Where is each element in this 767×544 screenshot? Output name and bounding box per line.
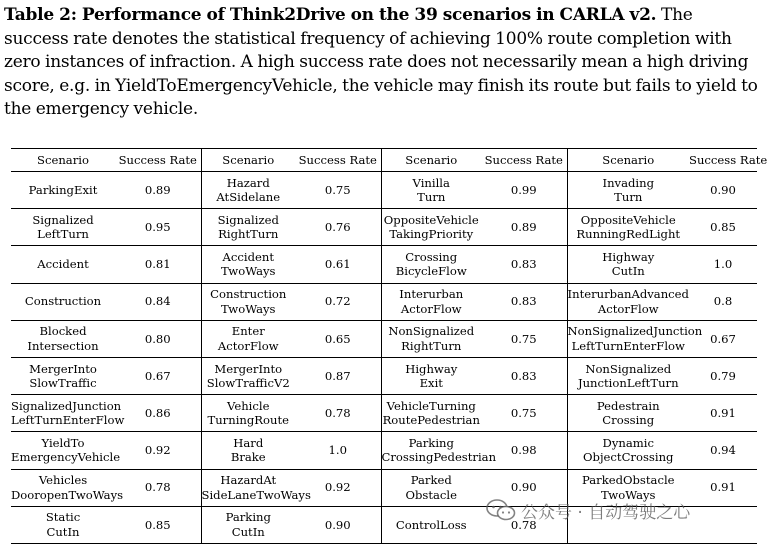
success-rate-cell: 0.75	[481, 320, 567, 357]
success-rate-cell: 0.85	[689, 209, 757, 246]
success-rate-cell: 0.87	[295, 357, 381, 394]
success-rate-cell: 0.91	[689, 469, 757, 506]
caption-text: The success rate denotes the statistical frequency of achieving 100% route completion with zero instances of infraction. A high success rate does not necessarily mean a high driving score, e.g. in YieldToEmergencyVehicle, the vehicle may finish its route but fails to yield to the emergency vehicle.	[4, 5, 758, 119]
success-rate-cell: 0.67	[689, 320, 757, 357]
scenario-cell: SignalizedJunction LeftTurnEnterFlow	[11, 395, 115, 432]
scenario-cell: VehicleTurning RoutePedestrian	[381, 395, 481, 432]
header-scenario-1: Scenario	[11, 149, 115, 172]
table-row	[11, 357, 757, 394]
table-row	[11, 320, 757, 357]
scenario-cell: Hard Brake	[201, 432, 295, 469]
success-rate-cell: 0.84	[115, 283, 201, 320]
scenario-cell: Enter ActorFlow	[201, 320, 295, 357]
scenario-cell: Invading Turn	[567, 172, 689, 209]
success-rate-cell: 0.61	[295, 246, 381, 283]
scenario-cell: MergerInto SlowTraffic	[11, 357, 115, 394]
scenario-cell: OppositeVehicle RunningRedLight	[567, 209, 689, 246]
table-row	[11, 283, 757, 320]
scenario-cell: Accident	[11, 246, 115, 283]
table-row	[11, 209, 757, 246]
success-rate-cell: 0.95	[115, 209, 201, 246]
header-success-rate-1: Success Rate	[115, 149, 201, 172]
scenario-cell: Crossing BicycleFlow	[381, 246, 481, 283]
scenario-cell: InterurbanAdvanced ActorFlow	[567, 283, 689, 320]
success-rate-cell: 0.65	[295, 320, 381, 357]
success-rate-cell: 0.81	[115, 246, 201, 283]
success-rate-cell: 0.94	[689, 432, 757, 469]
header-scenario-2: Scenario	[201, 149, 295, 172]
scenario-cell: Parked Obstacle	[381, 469, 481, 506]
watermark	[486, 496, 690, 524]
table-body	[11, 172, 757, 544]
scenario-cell: Vehicle TurningRoute	[201, 395, 295, 432]
scenario-cell: Highway CutIn	[567, 246, 689, 283]
table-row	[11, 432, 757, 469]
success-rate-cell: 0.78	[295, 395, 381, 432]
success-rate-cell: 0.76	[295, 209, 381, 246]
scenario-cell: Blocked Intersection	[11, 320, 115, 357]
header-scenario-4: Scenario	[567, 149, 689, 172]
scenario-cell: Highway Exit	[381, 357, 481, 394]
scenario-cell: Construction TwoWays	[201, 283, 295, 320]
header-success-rate-2: Success Rate	[295, 149, 381, 172]
success-rate-cell	[689, 506, 757, 543]
success-rate-cell: 0.89	[115, 172, 201, 209]
scenario-cell: ParkedObstacle TwoWays	[567, 469, 689, 506]
success-rate-cell: 0.92	[115, 432, 201, 469]
header-scenario-3: Scenario	[381, 149, 481, 172]
scenario-cell: Vinilla Turn	[381, 172, 481, 209]
success-rate-cell: 0.78	[115, 469, 201, 506]
table-row	[11, 395, 757, 432]
success-rate-cell: 0.75	[295, 172, 381, 209]
success-rate-cell: 0.85	[115, 506, 201, 543]
scenario-cell: Vehicles DooropenTwoWays	[11, 469, 115, 506]
scenario-cell: Static CutIn	[11, 506, 115, 543]
success-rate-cell: 0.92	[295, 469, 381, 506]
scenario-cell: OppositeVehicle TakingPriority	[381, 209, 481, 246]
scenario-cell: ControlLoss	[381, 506, 481, 543]
scenario-cell: Dynamic ObjectCrossing	[567, 432, 689, 469]
success-rate-cell: 1.0	[689, 246, 757, 283]
scenario-cell: Signalized RightTurn	[201, 209, 295, 246]
table-row	[11, 246, 757, 283]
success-rate-cell: 0.78	[481, 506, 567, 543]
success-rate-cell: 0.98	[481, 432, 567, 469]
success-rate-cell: 0.86	[115, 395, 201, 432]
scenario-cell: Hazard AtSidelane	[201, 172, 295, 209]
success-rate-cell: 1.0	[295, 432, 381, 469]
scenario-cell: NonSignalizedJunction LeftTurnEnterFlow	[567, 320, 689, 357]
success-rate-cell: 0.67	[115, 357, 201, 394]
scenario-cell: MergerInto SlowTrafficV2	[201, 357, 295, 394]
success-rate-cell: 0.91	[689, 395, 757, 432]
success-rate-cell: 0.90	[689, 172, 757, 209]
scenario-cell: HazardAt SideLaneTwoWays	[201, 469, 295, 506]
success-rate-cell: 0.83	[481, 246, 567, 283]
scenario-cell: Parking CutIn	[201, 506, 295, 543]
scenario-cell: Parking CrossingPedestrian	[381, 432, 481, 469]
scenario-cell: Pedestrain Crossing	[567, 395, 689, 432]
scenario-cell: NonSignalized JunctionLeftTurn	[567, 357, 689, 394]
header-success-rate-3: Success Rate	[481, 149, 567, 172]
scenario-cell: NonSignalized RightTurn	[381, 320, 481, 357]
header-success-rate-4: Success Rate	[689, 149, 757, 172]
table-caption	[4, 4, 760, 122]
caption-label: Table 2: Performance of Think2Drive on the 39 scenarios in CARLA v2.	[4, 5, 657, 25]
scenario-cell: Accident TwoWays	[201, 246, 295, 283]
header-row	[11, 149, 757, 172]
results-table	[11, 148, 767, 544]
scenario-cell: YieldTo EmergencyVehicle	[11, 432, 115, 469]
success-rate-cell: 0.79	[689, 357, 757, 394]
success-rate-cell: 0.83	[481, 283, 567, 320]
watermark-text: 公众号 · 自动驾驶之心	[521, 502, 691, 523]
wechat-icon	[486, 498, 516, 522]
success-rate-cell: 0.90	[481, 469, 567, 506]
scenario-cell: Interurban ActorFlow	[381, 283, 481, 320]
success-rate-cell: 0.72	[295, 283, 381, 320]
success-rate-cell: 0.99	[481, 172, 567, 209]
success-rate-cell: 0.90	[295, 506, 381, 543]
table-row	[11, 172, 757, 209]
scenario-cell: Signalized LeftTurn	[11, 209, 115, 246]
success-rate-cell: 0.89	[481, 209, 567, 246]
scenario-cell: Construction	[11, 283, 115, 320]
success-rate-cell: 0.8	[689, 283, 757, 320]
success-rate-cell: 0.75	[481, 395, 567, 432]
success-rate-cell: 0.83	[481, 357, 567, 394]
scenario-cell: ParkingExit	[11, 172, 115, 209]
success-rate-cell: 0.80	[115, 320, 201, 357]
